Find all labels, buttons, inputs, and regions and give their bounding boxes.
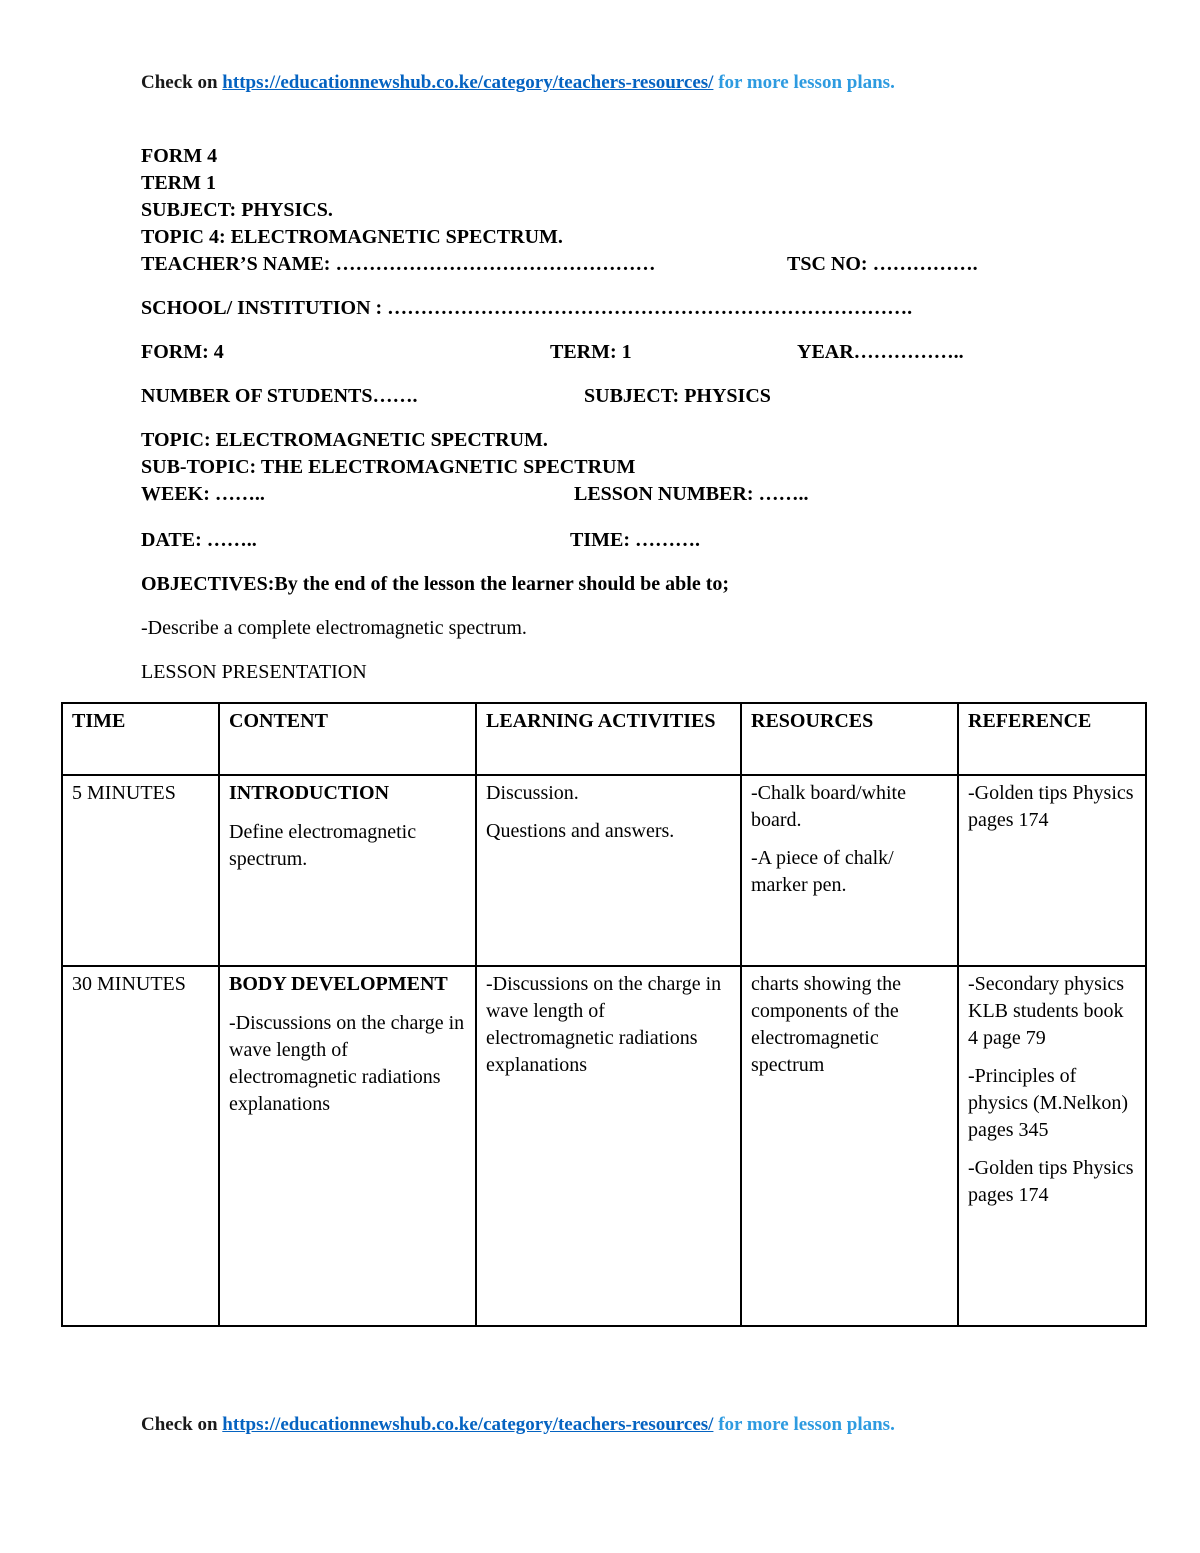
table-row (62, 966, 1146, 1326)
cell-reference (958, 966, 1146, 1326)
resource-item: charts showing the components of the electromagnetic spectrum (751, 973, 901, 1076)
banner-lead: Check on (141, 72, 223, 93)
objective-item: -Describe a complete electromagnetic spectrum. (141, 617, 527, 639)
reference-item: -Golden tips Physics pages 174 (968, 782, 1134, 831)
content-text: -Discussions on the charge in wave length of electromagnetic radiations explanations (229, 1012, 465, 1115)
lesson-presentation-label: LESSON PRESENTATION (141, 661, 367, 683)
header-content: CONTENT (219, 703, 476, 775)
cell-resources (741, 966, 958, 1326)
content-text: Define electromagnetic spectrum. (229, 821, 417, 870)
term-field: TERM: 1 (550, 341, 632, 363)
cell-content (219, 966, 476, 1326)
objectives-label: OBJECTIVES (141, 573, 268, 595)
top-banner (141, 72, 895, 94)
content-title: INTRODUCTION (229, 782, 390, 804)
time-field: TIME: ………. (570, 529, 700, 551)
header-reference: REFERENCE (958, 703, 1146, 775)
cell-resources (741, 775, 958, 966)
date-field: DATE: …….. (141, 529, 257, 551)
teacher-name-field: TEACHER’S NAME: ………………………………………… (141, 253, 656, 275)
table-header-row (62, 703, 1146, 775)
lesson-table (61, 702, 1147, 1327)
objectives-text: :By the end of the lesson the learner should be able to; (267, 573, 730, 595)
year-field: YEAR…………….. (797, 341, 964, 363)
header-form: FORM 4 (141, 145, 218, 167)
activity-item: Questions and answers. (486, 820, 675, 842)
lesson-number-field: LESSON NUMBER: …….. (574, 483, 809, 505)
cell-content (219, 775, 476, 966)
objectives-heading (141, 573, 729, 596)
lesson-header (141, 143, 978, 278)
form-field: FORM: 4 (141, 341, 224, 363)
bottom-banner (141, 1414, 895, 1436)
activity-item: -Discussions on the charge in wave length of electromagnetic radiations explanations (486, 973, 722, 1076)
banner-tail: for more lesson plans. (713, 1414, 895, 1435)
school-field: SCHOOL/ INSTITUTION : ……………………………………………………………………. (141, 297, 913, 319)
banner-link[interactable]: https://educationnewshub.co.ke/category/teachers-resources/ (222, 72, 714, 93)
topic-field: TOPIC: ELECTROMAGNETIC SPECTRUM. (141, 429, 548, 451)
week-field: WEEK: …….. (141, 483, 265, 505)
header-learning-activities: LEARNING ACTIVITIES (476, 703, 741, 775)
cell-activities (476, 966, 741, 1326)
resource-item: -Chalk board/white board. (751, 782, 906, 831)
cell-activities (476, 775, 741, 966)
reference-item: -Principles of physics (M.Nelkon) pages 345 (968, 1065, 1128, 1141)
cell-time: 5 MINUTES (62, 775, 219, 966)
table-row (62, 775, 1146, 966)
reference-item: -Secondary physics KLB students book 4 page 79 (968, 973, 1125, 1049)
banner-lead: Check on (141, 1414, 223, 1435)
students-field: NUMBER OF STUDENTS……. (141, 385, 418, 407)
subtopic-field: SUB-TOPIC: THE ELECTROMAGNETIC SPECTRUM (141, 456, 636, 478)
reference-item: -Golden tips Physics pages 174 (968, 1157, 1134, 1206)
header-time: TIME (62, 703, 219, 775)
header-term: TERM 1 (141, 172, 216, 194)
activity-item: Discussion. (486, 782, 579, 804)
subject-field: SUBJECT: PHYSICS (584, 385, 771, 407)
resource-item: -A piece of chalk/ marker pen. (751, 847, 894, 896)
header-resources: RESOURCES (741, 703, 958, 775)
header-topic: TOPIC 4: ELECTROMAGNETIC SPECTRUM. (141, 226, 563, 248)
tsc-number-field: TSC NO: ……………. (787, 253, 978, 275)
banner-tail: for more lesson plans. (713, 72, 895, 93)
cell-time: 30 MINUTES (62, 966, 219, 1326)
cell-reference (958, 775, 1146, 966)
header-subject: SUBJECT: PHYSICS. (141, 199, 333, 221)
banner-link[interactable]: https://educationnewshub.co.ke/category/teachers-resources/ (222, 1414, 714, 1435)
content-title: BODY DEVELOPMENT (229, 973, 448, 995)
